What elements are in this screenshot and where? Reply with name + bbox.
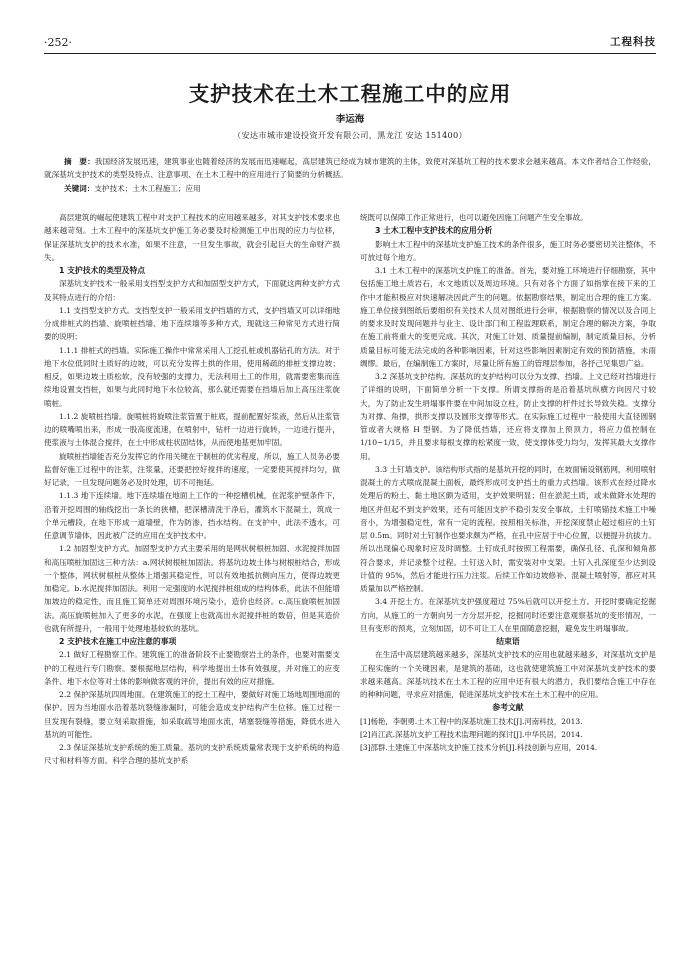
body-paragraph: 2.1 做好工程勘察工作。建筑施工的准备阶段不止要勘察岩土的条件，也要对需要支护的工程进行专门勘察。要根据地层结构，科学地提出土体有效强度，并对施工的应变条件、地下水位等对土体的影响做客观的评价，提出有效的应对措施。 <box>44 650 340 686</box>
body-paragraph: 2.2 保护深基坑四周地面。在建筑施工的挖土工程中，要做好对施工场地周围地面的保护。因为当地面水沿着基坑裂缝渗漏时，可能会造成支护结构产生位移。施工过程一旦发现有裂缝，要立刻采取措施，如采取疏导地面水流，堵塞裂缝等措施，降低水进入基坑的可能性。 <box>44 690 340 739</box>
section-heading: 3 土木工程中支护技术的应用分析 <box>375 226 493 236</box>
left-column <box>44 211 340 768</box>
body-paragraph: 3.3 土钉墙支护。该结构形式指的是基坑开挖的同时，在坡面铺设钢筋网，利用喷射混凝土的方式喷成混凝土面板，最终形成可支护挡土的重力式挡墙。该形式在经过降水处理后的粉土、黏土地区颇为适用，支护效果明显；但在淤泥土质，或未做降水处理的地区并但起不到支护效果，还有可能因支护不稳引发安全事故。土钉喷锚技术施工中噪音小，为增强稳定性，常有一定的流程。按照相关标准，开挖深度禁止超过相应的土钉层 0.5m。同时对土钉制作也要求颇为严格，在孔中应居于中心位置，以便提升抗拔力。所以出现偏心现象时应及时调整。土钉成孔时按照工程需要，确保孔径、孔深和倾角都符合要求，并记录整个过程。土钉送入时，需安装对中支架。土钉入孔深度至少达到设计值的 95%，然后才能进行压力注浆。后续工作如边坡修补、混凝土喷射等，都应对其质量加以严格控制。 <box>360 464 656 593</box>
keywords-label: 关键词： <box>64 184 95 193</box>
article-title: 支护技术在土木工程施工中的应用 <box>188 82 512 106</box>
journal-name: 工程科技 <box>610 36 656 48</box>
body-paragraph: 影响土木工程中的深基坑支护施工技术的条件很多，施工时务必要密切关注整体，不可放过每个地方。 <box>360 239 656 262</box>
body-paragraph: 统既可以保障工作正常进行，也可以避免因施工问题产生安全事故。 <box>360 213 588 222</box>
body-paragraph: 1.1 支挡型支护方式。支挡型支护一般采用支护挡墙的方式，支护挡墙又可以详细地分成排桩式的挡墙、旋喷桩挡墙、地下连续墙等多种方式，现就这三种常见方式进行简要的说明； <box>44 305 340 342</box>
reference-item: [2]肖江武.深基坑支护工程技术监理问题的探讨[J].中华民居，2014. <box>360 729 583 739</box>
body-columns <box>44 211 656 768</box>
reference-item: [1]杨艳，李朝勇.土木工程中的深基坑施工技术[J].河南科技，2013. <box>360 716 583 726</box>
body-paragraph: 旋喷桩挡墙能否充分发挥它的作用关键在于制桩的优劣程度，所以，施工人员务必要监督好施工过程中的注浆，注浆量，还要把控好搅拌的速度，一定要使其搅拌均匀，做好记录，一旦发现问题务必及时处理，切不可拖延。 <box>44 451 340 487</box>
page-number: ·252· <box>44 36 72 49</box>
body-paragraph: 2.3 保证深基坑支护系统的施工质量。基坑的支护系统质量常表现于支护系统的构造尺寸和材料等方面。科学合理的基坑支护系 <box>44 743 340 766</box>
body-paragraph: 1.1.3 地下连续墙。地下连续墙在地面上工作的一种挖槽机械，在泥浆护壁条件下，沿着开挖周围的轴线挖出一条长的狭槽，把深槽清洗干净后，灌筑水下混凝土，筑成一个单元槽段，在地下形成一道墙壁，作为防渗、挡水结构。在支护中，此法不透水，可任意调节墙体，因此被广泛的应用在支护技术中。 <box>44 491 340 540</box>
body-paragraph: 深基坑支护技术一般采用支挡型支护方式和加固型支护方式，下面就这两种支护方式及其特点进行的介绍： <box>44 279 340 302</box>
body-paragraph: 3.2 深基坑支护结构。深基坑的支护结构可以分为支撑、挡墙。上文已经对挡墙进行了详细的说明，下面简单分析一下支撑。所谓支撑指的是沿着基坑纵横方向因尺寸较大，为了防止发生坍塌事件要在中间加设立柱，防止支撑的杆件过长导致失稳。支撑分为对撑、角撑，拱形支撑以及圆形支撑等形式。在实际施工过程中一般使用大直径圆钢管或者大规格 H 型钢。为了降低挡墙，还应将支撑加上预顶力，将应力值控制在 1/10~1/15，并且要求每根支撑的松紧度一致，使支撑体受力均匀，发挥其最大支撑作用。 <box>360 372 656 461</box>
reference-item: [3]邵群.土建施工中深基坑支护施工技术分析[J].科技创新与应用，2014. <box>360 742 598 752</box>
abstract-label: 摘 要： <box>64 157 95 166</box>
author-name: 李运海 <box>335 114 365 125</box>
header-rule <box>44 53 656 54</box>
section-heading: 2 支护技术在施工中应注意的事项 <box>59 637 177 646</box>
body-paragraph: 3.4 开挖土方。在深基坑支护强度超过 75%后就可以开挖土方。开挖时要确定挖掘方向，从施工的一方朝向另一方分层开挖，挖掘同时还要注意观察基坑的变形情况，一旦有变形的预兆，立刻加固，切不可让工人在里面随意挖掘，避免发生坍塌事故。 <box>360 597 656 633</box>
body-paragraph: 1.2 加固型支护方式。加固型支护方式主要采用的是网状树根桩加固、水泥搅拌加固和高压喷桩加固这三种方法：a.网状树根桩加固法。将基坑边坡土体与树根桩结合，形成一个整体，网状树根桩从整体上增强其稳定性，可以有效地抵抗侧向压力，使得边坡更加稳定。b.水泥搅拌加固法。利用一定强度的水泥搅拌桩组成的结构体系，此法不但能增加坡边的稳定性，而且施工简单还对周围环境污染小，造价也经济。c.高压旋喷桩加固法。高压旋喷桩加入了更多的水泥，在强度上也就高出水泥搅拌桩的数倍，但是其造价也就有所提升，一般用于处理地基较软的基坑。 <box>44 544 340 633</box>
body-paragraph: 1.1.1 排桩式的挡墙。实际施工操作中常常采用人工挖孔桩或机器钻孔的方法。对于地下水位低同时土质好的边坡，可以充分发挥土拱的作用，使用稀疏的排桩支撑边坡；相反，如果边坡土质松软，没有较强的支撑力，无法利用土工的作用，就需要密集而连续地设置支挡桩，如果与此同时地下水位较高，那么就还需要在挡墙后加上高压注浆旋喷桩。 <box>44 345 340 408</box>
section-heading: 结束语 <box>496 637 520 646</box>
author-affiliation: （安达市城市建设投资开发有限公司，黑龙江 安达 151400） <box>232 130 468 140</box>
body-paragraph: 3.1 土木工程中的深基坑支护施工的准备。首先，要对施工环境进行仔细勘察，其中包括施工地土质岩石，水文地质以及周边环境。只有对各个方面了如指掌在接下来的工作中才能积极应对快速解决因此产生的问题。依据勘察结果，制定出合理的施工方案。施工单位接到图纸后要组织有关技术人员对图纸进行会审，根据勘察的情况以及合同上的要求及时发现问题并与业主、设计部门和工程监理联系，制定合理的解决方案，争取在施工前将重大的变更完成。其次，对施工计划、质量提前编制，制定质量目标，分析质量目标可能无法完成的各种影响因素，针对这些影响因素制定有效的预防措施，未雨绸缪。最后，在编制施工方案时，尽量让所有施工的管理层参加，各抒己见集思广益。 <box>360 266 656 368</box>
keywords <box>44 182 656 195</box>
section-heading: 1 支护技术的类型及特点 <box>59 266 146 275</box>
body-paragraph: 在生活中高层建筑越来越多，深基坑支护技术的应用也就越来越多，对深基坑支护是工程实施的一个关键因素，是建筑的基础，这也就使建筑施工中对深基坑支护技术的要求越来越高。深基坑技术在土木工程的应用中还有很大的潜力，我们要结合施工中存在的种种问题，寻求应对措施，促进深基坑支护技术在土木工程中的应用。 <box>360 650 656 699</box>
body-paragraph: 1.1.2 旋喷桩挡墙。旋喷桩将旋喷注浆管置于桩底，提前配置好浆液，然后从注浆管边的喷嘴喷出来，形成一股高度流速，在喷射中，钻杆一边进行旋转，一边进行提升，使浆液与土体混合搅拌，在土中形成柱状固结体，从而使地基更加牢固。 <box>44 411 340 448</box>
section-heading: 参考文献 <box>492 703 524 713</box>
body-paragraph: 高层建筑的崛起使建筑工程中对支护工程技术的应用越来越多，对其支护技术要求也越来越苛刻。土木工程中的深基坑支护施工务必要及时检测施工中出现的应力与位移，保证深基坑支护的技术水准，如果不注意，一旦发生事故，就会引起巨大的生命财产损失。 <box>44 213 340 262</box>
abstract-text: 我国经济发展迅速，建筑事业也随着经济的发展而迅速崛起，高层建筑已经成为城市建筑的主体，致使对深基坑工程的技术要求会越来越高。本文作者结合工作经验，就深基坑支护技术的类型及特点、注意事项、在土木工程中的应用进行了简要的分析概括。 <box>44 157 656 179</box>
right-column <box>360 211 656 768</box>
abstract <box>44 155 656 181</box>
keywords-text: 支护技术；土木工程施工；应用 <box>94 184 201 193</box>
running-head <box>44 36 656 49</box>
